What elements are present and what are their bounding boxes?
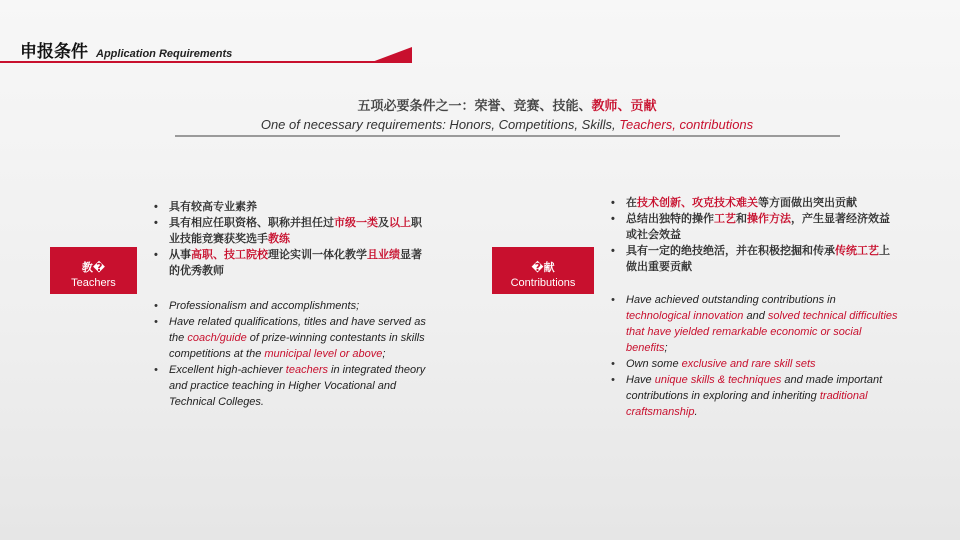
text: 总结出独特的操作 — [626, 213, 714, 225]
teachers-label-box — [50, 247, 137, 294]
highlight: 教练 — [268, 233, 290, 245]
text: Have achieved outstanding contributions in — [626, 294, 836, 306]
highlight: 高职、技工院校 — [191, 249, 268, 261]
highlight: technological innovation — [626, 310, 744, 322]
highlight: 技术创新、攻克技术难关 — [637, 197, 758, 209]
subtitle-divider — [175, 135, 840, 137]
text: 显著的优秀教师 — [169, 249, 422, 277]
text: Own some — [626, 358, 682, 370]
subtitle-en-plain: One of necessary requirements: Honors, Competitions, Skills, — [260, 117, 620, 132]
teachers-en-list — [152, 298, 427, 410]
subtitle-cn-highlight: 教师、贡献 — [591, 98, 657, 113]
list-item — [152, 298, 427, 314]
highlight: teachers — [285, 364, 328, 376]
contributions-en-list — [609, 292, 899, 420]
highlight: exclusive and rare skill sets — [681, 358, 816, 370]
list-item — [609, 292, 899, 356]
subtitle-en — [0, 117, 960, 132]
text: 理论实训一体化教学 — [268, 249, 367, 261]
text: Have related qualifications, titles and have served as the — [169, 316, 426, 344]
highlight: 且业绩 — [367, 249, 400, 261]
text: ; — [382, 348, 386, 360]
highlight: unique skills & techniques — [654, 374, 782, 386]
header-divider — [0, 61, 412, 63]
contributions-box-cn: �献 — [531, 262, 555, 274]
list-item — [609, 243, 899, 275]
text: Excellent high-achiever — [169, 364, 286, 376]
text: . — [694, 406, 698, 418]
highlight: traditional craftsmanship — [626, 390, 868, 418]
header-triangle-accent — [372, 47, 412, 62]
list-item — [152, 314, 427, 362]
page-title-en: Application Requirements — [96, 48, 233, 60]
text: ，产生显著经济效益或社会效益 — [626, 213, 890, 241]
list-item — [609, 372, 899, 420]
subtitle-en-highlight: Teachers, contributions — [619, 117, 754, 132]
text: 职业技能竞赛获奖选手 — [169, 217, 422, 245]
text: 和 — [736, 213, 747, 225]
text: 等方面做出突出贡献 — [758, 197, 857, 209]
list-item — [152, 362, 427, 410]
contributions-box-en: Contributions — [510, 277, 576, 289]
text: in integrated theory and practice teaching in Higher Vocational and Technical Colleges. — [169, 364, 426, 408]
text: and — [743, 310, 768, 322]
contributions-cn-list — [609, 195, 899, 275]
text: and made important contributions in exploring and inheriting — [626, 374, 883, 402]
highlight: 以上 — [389, 217, 411, 229]
text: 具有相应任职资格、职称并担任过 — [169, 217, 334, 229]
teachers-box-cn: 教� — [81, 262, 106, 274]
subtitle-cn — [0, 95, 960, 114]
teachers-box-en: Teachers — [71, 277, 116, 289]
highlight: coach/guide — [187, 332, 247, 344]
text: Professionalism and accomplishments; — [169, 300, 360, 312]
list-item — [609, 195, 899, 211]
page-title-cn: 申报条件 — [20, 42, 88, 61]
highlight: 传统工艺 — [835, 245, 879, 257]
text: 具有较高专业素养 — [169, 201, 257, 213]
text: of prize-winning contestants in skills competitions at the — [169, 332, 425, 360]
highlight: solved technical difficulties that have yielded remarkable economic or social benefits — [626, 310, 898, 354]
text: 从事 — [169, 249, 191, 261]
list-item — [609, 211, 899, 243]
text: 上做出重要贡献 — [626, 245, 890, 273]
list-item — [152, 199, 427, 215]
highlight: 市级一类 — [334, 217, 378, 229]
highlight: 工艺 — [714, 213, 736, 225]
text: 具有一定的绝技绝活，并在积极挖掘和传承 — [626, 245, 835, 257]
list-item — [152, 215, 427, 247]
highlight: 操作方法 — [747, 213, 791, 225]
page-title — [20, 37, 232, 62]
subtitle-cn-plain: 五项必要条件之一：荣誉、竞赛、技能、 — [357, 98, 592, 113]
highlight: municipal level or above — [264, 348, 383, 360]
text: Have — [626, 374, 655, 386]
contributions-label-box — [492, 247, 594, 294]
text: ; — [664, 342, 668, 354]
text: 及 — [378, 217, 389, 229]
teachers-cn-list — [152, 199, 427, 279]
list-item — [609, 356, 899, 372]
text: 在 — [626, 197, 637, 209]
list-item — [152, 247, 427, 279]
